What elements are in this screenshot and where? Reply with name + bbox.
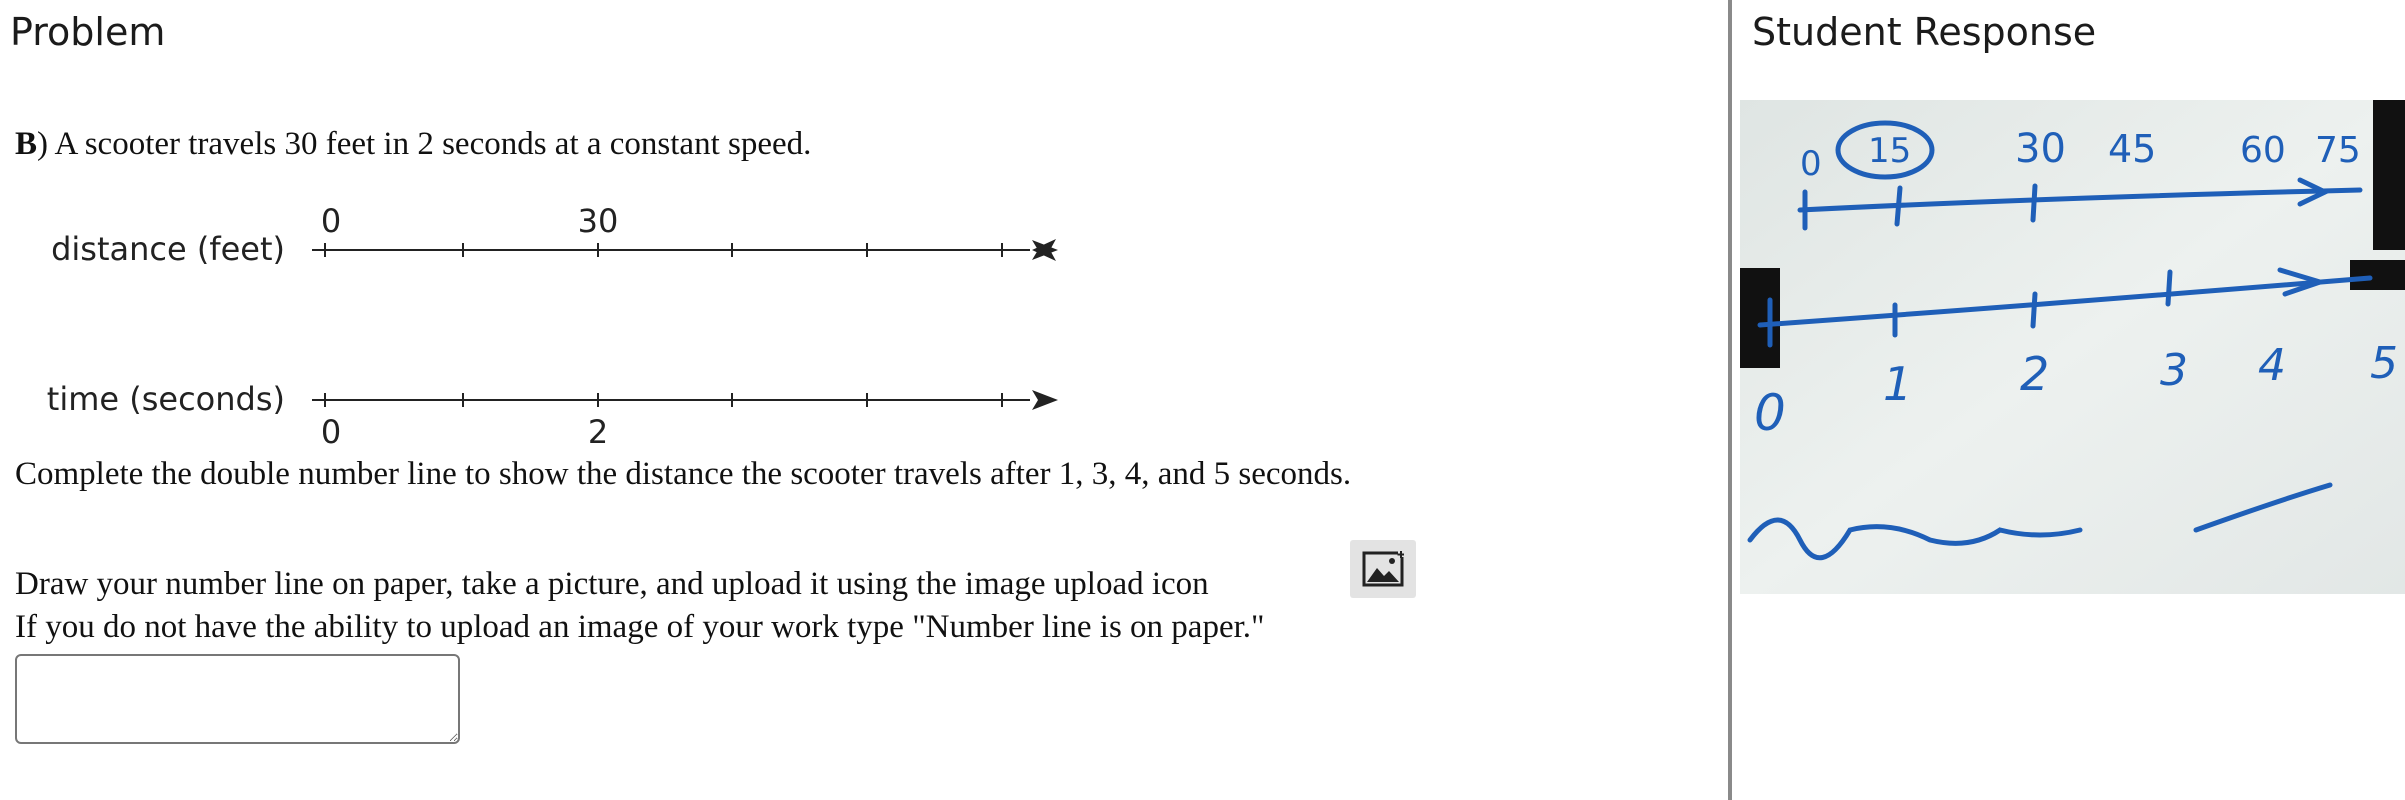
bottom-label: 2 [2020, 347, 2050, 401]
image-upload-glyph [1362, 551, 1404, 587]
time-tick-label: 0 [320, 413, 342, 451]
scan-edge [2350, 260, 2405, 290]
bottom-label: 0 [1754, 384, 1786, 442]
student-work-photo [1740, 100, 2405, 594]
top-label: 60 [2240, 130, 2286, 171]
time-tick-label: 2 [587, 413, 609, 451]
problem-statement [15, 126, 811, 163]
student-response-title: Student Response [1752, 10, 2097, 54]
top-label: 45 [2108, 127, 2157, 171]
scan-edge [1740, 268, 1780, 368]
answer-textarea[interactable] [15, 654, 460, 744]
paper-background [1740, 100, 2405, 594]
top-label: 30 [2015, 126, 2066, 172]
upload-instruction: Draw your number line on paper, take a picture, and upload it using the image upload icon [15, 566, 1209, 602]
part-label: B [15, 126, 38, 162]
top-label: 15 [1868, 131, 1912, 171]
part-paren: ) [37, 126, 49, 162]
top-label: 0 [1800, 144, 1822, 184]
problem-title: Problem [10, 10, 166, 54]
distance-tick-label: 30 [577, 202, 619, 240]
top-label: 75 [2315, 130, 2361, 171]
time-axis-label: time (seconds) [46, 380, 285, 418]
bottom-label: 4 [2258, 340, 2286, 391]
bottom-label: 5 [2370, 338, 2398, 389]
statement-text: A scooter travels 30 feet in 2 seconds at a constant speed. [48, 126, 812, 162]
time-arrowhead [1032, 390, 1058, 410]
distance-tick-label: 0 [320, 202, 342, 240]
fallback-instruction: If you do not have the ability to upload an image of your work type "Number line is on paper." [15, 609, 1265, 645]
student-response-pane [1732, 0, 2405, 800]
instruction-text: Complete the double number line to show the distance the scooter travels after 1, 3, 4, and 5 seconds. [15, 456, 1352, 492]
scan-edge [2373, 100, 2405, 250]
bottom-label: 1 [1883, 357, 1913, 411]
distance-axis-label: distance (feet) [51, 230, 285, 268]
double-number-line [0, 180, 1100, 460]
bottom-label: 3 [2160, 345, 2188, 396]
image-upload-icon[interactable] [1350, 540, 1416, 598]
